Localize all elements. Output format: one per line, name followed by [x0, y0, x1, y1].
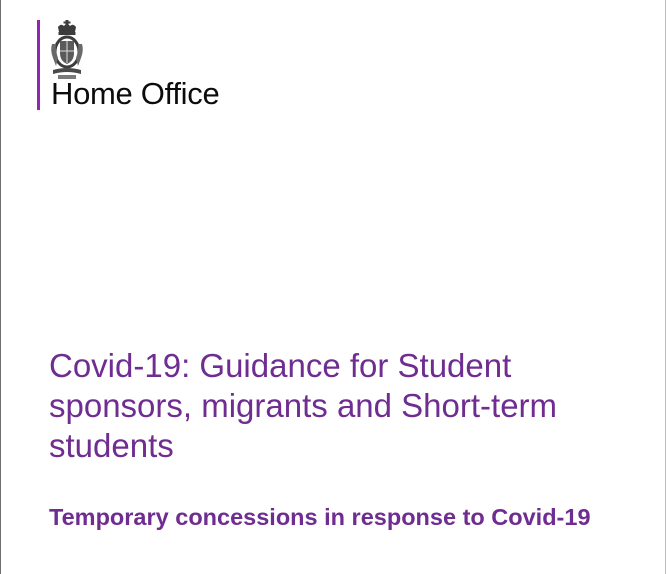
document-title: Covid-19: Guidance for Student sponsors, migrants and Short-term students — [49, 347, 558, 464]
royal-coat-of-arms-icon — [50, 20, 84, 80]
home-office-logo — [37, 20, 277, 112]
document-subtitle: Temporary concessions in response to Covid-19 — [49, 504, 591, 530]
organisation-name: Home Office — [51, 76, 220, 111]
brand-colour-bar — [37, 20, 40, 110]
